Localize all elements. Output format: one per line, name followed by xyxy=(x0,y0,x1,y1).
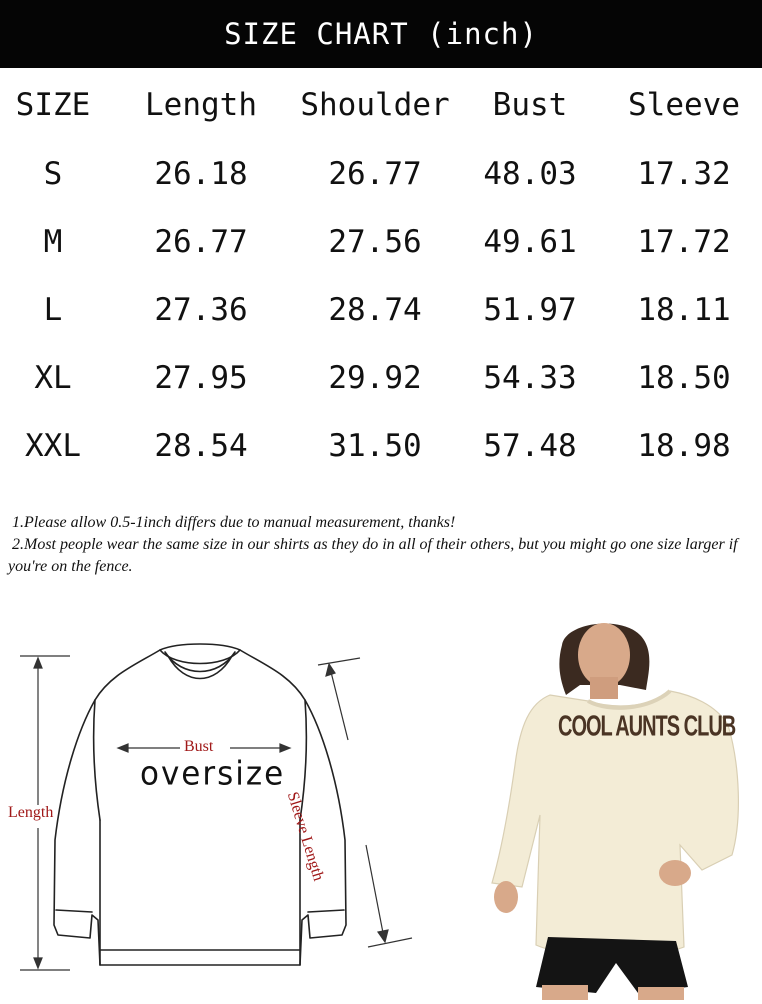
size-table xyxy=(0,70,762,480)
measurement-diagram xyxy=(0,620,420,1000)
col-header-sleeve: Sleeve xyxy=(628,87,740,123)
cell-size: XL xyxy=(34,360,72,396)
cell-shoulder: 27.56 xyxy=(328,224,422,260)
model-wearing-sweatshirt-icon xyxy=(470,615,762,1000)
table-row xyxy=(0,344,762,412)
col-header-length: Length xyxy=(145,87,257,123)
cell-length: 27.36 xyxy=(154,292,248,328)
notes xyxy=(8,512,760,578)
table-row xyxy=(0,412,762,480)
col-header-bust: Bust xyxy=(492,87,568,123)
cell-size: M xyxy=(43,224,63,260)
cell-bust: 51.97 xyxy=(483,292,577,328)
cell-size: L xyxy=(43,292,63,328)
table-row xyxy=(0,140,762,208)
cell-bust: 48.03 xyxy=(483,156,577,192)
cell-shoulder: 29.92 xyxy=(328,360,422,396)
cell-shoulder: 31.50 xyxy=(328,428,422,464)
note-1: 1.Please allow 0.5-1inch differs due to manual measurement, thanks! xyxy=(12,514,456,531)
col-header-size: SIZE xyxy=(15,87,91,123)
table-row xyxy=(0,276,762,344)
cell-length: 28.54 xyxy=(154,428,248,464)
note-2: 2.Most people wear the same size in our shirts as they do in all of their others, but you might go one size larger if you're on the fence. xyxy=(8,536,738,575)
cell-length: 26.18 xyxy=(154,156,248,192)
size-chart-title: SIZE CHART (inch) xyxy=(224,17,538,51)
cell-sleeve: 18.50 xyxy=(637,360,731,396)
sweatshirt-outline-icon xyxy=(0,620,420,1000)
cell-sleeve: 18.11 xyxy=(637,292,731,328)
col-header-shoulder: Shoulder xyxy=(300,87,450,123)
length-label: Length xyxy=(8,804,54,821)
cell-length: 27.95 xyxy=(154,360,248,396)
sleeve-length-label: Sleeve Length xyxy=(283,790,327,883)
table-row xyxy=(0,208,762,276)
cell-bust: 49.61 xyxy=(483,224,577,260)
sweatshirt-print-text: COOL AUNTS CLUB xyxy=(558,711,736,743)
cell-shoulder: 28.74 xyxy=(328,292,422,328)
cell-bust: 57.48 xyxy=(483,428,577,464)
cell-sleeve: 17.32 xyxy=(637,156,731,192)
product-photo xyxy=(470,615,762,1000)
cell-sleeve: 17.72 xyxy=(637,224,731,260)
cell-shoulder: 26.77 xyxy=(328,156,422,192)
oversize-label: oversize xyxy=(140,755,286,793)
cell-bust: 54.33 xyxy=(483,360,577,396)
table-header-row xyxy=(0,70,762,140)
cell-size: XXL xyxy=(25,428,81,464)
cell-sleeve: 18.98 xyxy=(637,428,731,464)
bust-label: Bust xyxy=(184,738,214,755)
cell-length: 26.77 xyxy=(154,224,248,260)
cell-size: S xyxy=(43,156,63,192)
size-chart-header xyxy=(0,0,762,68)
